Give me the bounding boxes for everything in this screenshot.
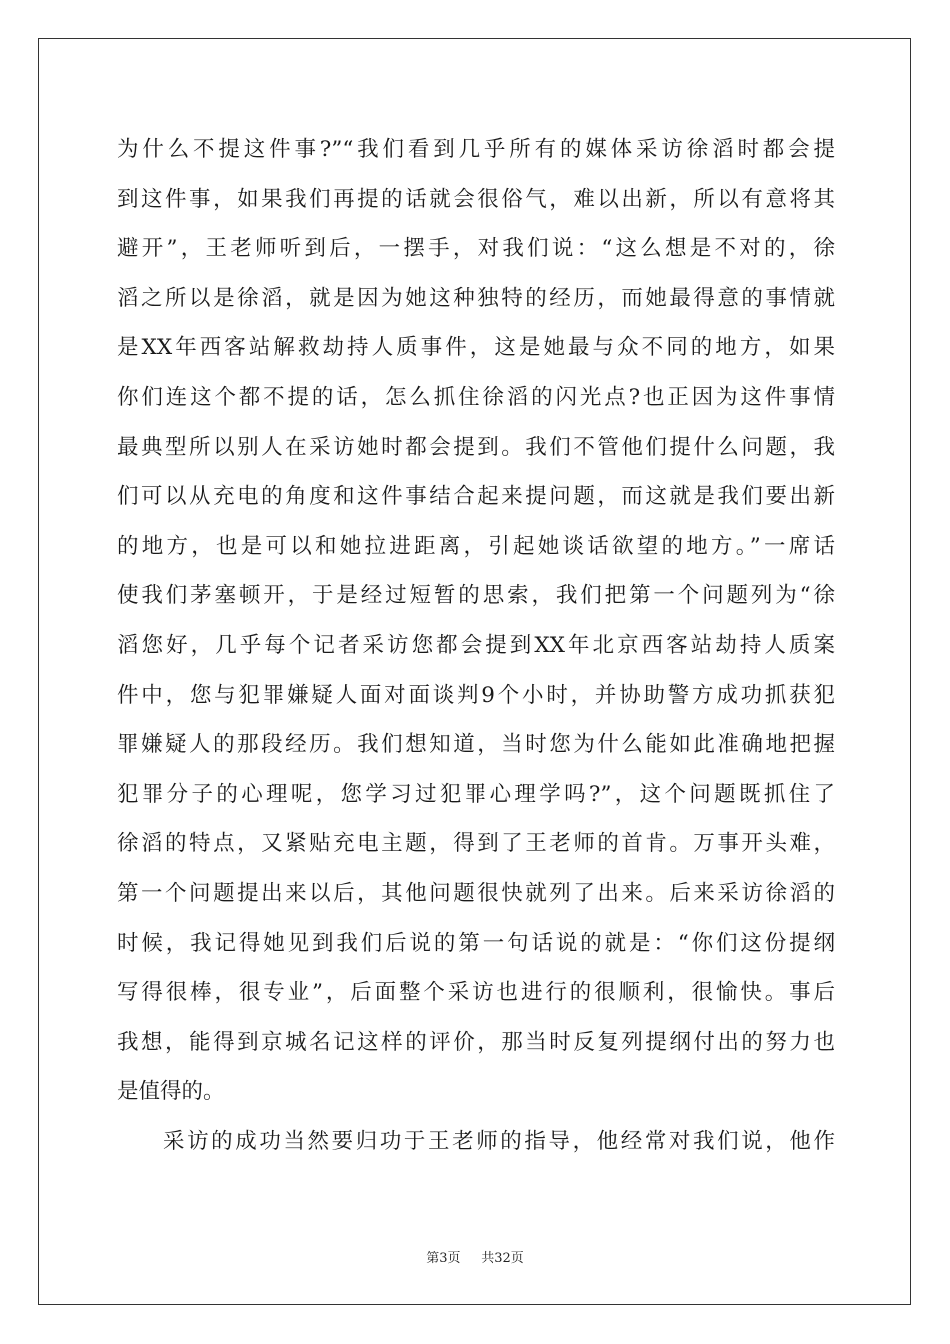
text-line-paragraph-start: 采访的成功当然要归功于王老师的指导，他经常对我们说，他作 <box>163 1128 835 1154</box>
text-line: 滔您好，几乎每个记者采访您都会提到XX年北京西客站劫持人质案 <box>117 632 835 658</box>
text-line-paragraph-end: 是值得的。 <box>117 1079 225 1105</box>
text-line: 是XX年西客站解救劫持人质事件，这是她最与众不同的地方，如果 <box>117 335 835 361</box>
text-line: 们可以从充电的角度和这件事结合起来提问题，而这就是我们要出新 <box>117 484 835 510</box>
text-line: 避开”，王老师听到后，一摆手，对我们说：“这么想是不对的，徐 <box>117 236 835 262</box>
text-line: 到这件事，如果我们再提的话就会很俗气，难以出新，所以有意将其 <box>117 186 835 212</box>
page-footer <box>0 1247 950 1266</box>
text-line: 使我们茅塞顿开，于是经过短暂的思索，我们把第一个问题列为“徐 <box>117 583 835 609</box>
text-line: 罪嫌疑人的那段经历。我们想知道，当时您为什么能如此准确地把握 <box>117 732 835 758</box>
page-number: 第3页 <box>426 1251 461 1266</box>
text-line: 滔之所以是徐滔，就是因为她这种独特的经历，而她最得意的事情就 <box>117 285 835 311</box>
document-body <box>117 125 835 1166</box>
text-line: 时候，我记得她见到我们后说的第一句话说的就是：“你们这份提纲 <box>117 930 835 956</box>
text-line: 我想，能得到京城名记这样的评价，那当时反复列提纲付出的努力也 <box>117 1029 835 1055</box>
text-line: 最典型所以别人在采访她时都会提到。我们不管他们提什么问题，我 <box>117 434 835 460</box>
text-line: 你们连这个都不提的话，怎么抓住徐滔的闪光点?也正因为这件事情 <box>117 384 835 410</box>
text-line: 犯罪分子的心理呢，您学习过犯罪心理学吗?”，这个问题既抓住了 <box>117 781 835 807</box>
text-line: 的地方，也是可以和她拉进距离，引起她谈话欲望的地方。”一席话 <box>117 533 835 559</box>
page-total: 共32页 <box>481 1251 524 1266</box>
text-line: 件中，您与犯罪嫌疑人面对面谈判9个小时，并协助警方成功抓获犯 <box>117 682 835 708</box>
text-line: 第一个问题提出来以后，其他问题很快就列了出来。后来采访徐滔的 <box>117 880 835 906</box>
text-line: 为什么不提这件事?”“我们看到几乎所有的媒体采访徐滔时都会提 <box>117 137 835 162</box>
text-line: 写得很棒，很专业”，后面整个采访也进行的很顺利，很愉快。事后 <box>117 980 835 1006</box>
text-line: 徐滔的特点，又紧贴充电主题，得到了王老师的首肯。万事开头难， <box>117 831 835 857</box>
